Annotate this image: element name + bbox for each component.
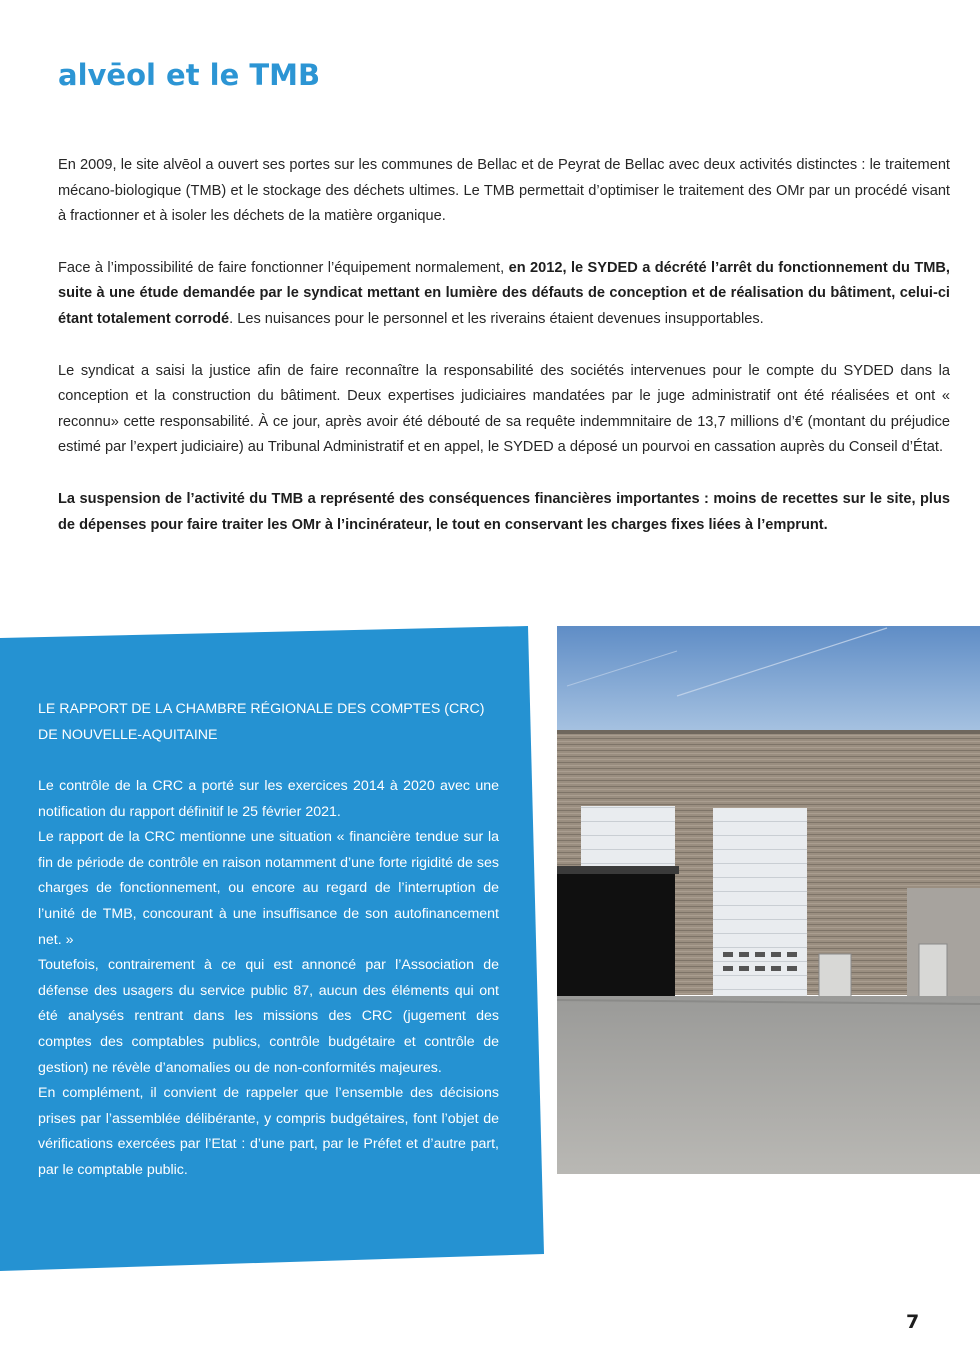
crc-paragraph-3: Toutefois, contrairement à ce qui est annoncé par l’Association de défense des usagers du service public 87, aucun des éléments qui ont été analysés rentrant dans les missions des CRC (jugement des comptes des comptables publics, contrôle budgétaire et contrôle de gestion) ne révèle d’anomalies ou de non-conformités majeures.: [38, 957, 499, 1076]
door-right: [713, 808, 807, 1003]
intro-paragraph-1: En 2009, le site alvēol a ouvert ses portes sur les communes de Bellac et de Peyrat de Bellac avec deux activités distinctes : le traitement mécano-biologique (TMB) et le stockage des déchets ultimes. Le TMB permettait d’optimiser le traitement des OMr par un procédé visant à fractionner et à isoler les déchets de la matière organique.: [58, 157, 950, 225]
sky: [557, 626, 980, 736]
intro-paragraph-2: [58, 256, 950, 333]
intro-paragraph-2-end: . Les nuisances pour le personnel et les riverains étaient devenues insupportables.: [229, 310, 764, 327]
building-photo: [557, 626, 980, 1174]
page-title: alvēol et le TMB: [58, 58, 321, 92]
crc-text: [38, 774, 499, 1184]
ground: [557, 996, 980, 1174]
crc-paragraph-1: Le contrôle de la CRC a porté sur les exercices 2014 à 2020 avec une notification du rapport définitif le 25 février 2021.: [38, 778, 499, 820]
intro-paragraph-4-bold: La suspension de l’activité du TMB a représenté des conséquences financières importantes : moins de recettes sur le site, plus de dépenses pour faire traiter les OMr à l’incinérateur, le tout en conservant les charges fixes liées à l’emprunt.: [58, 490, 950, 533]
intro-text: [58, 153, 950, 564]
crc-paragraph-2: Le rapport de la CRC mentionne une situation « financière tendue sur la fin de période de contrôle en raison notamment d’une forte rigidité de ses charges de fonctionnement, ou encore au regard de l’interruption de l’unité de TMB, concourant à une insuffisance de son autofinancement net. »: [38, 829, 499, 948]
door-left: [581, 806, 675, 872]
crc-title: LE RAPPORT DE LA CHAMBRE RÉGIONALE DES COMPTES (CRC) DE NOUVELLE-AQUITAINE: [38, 701, 485, 743]
intro-paragraph-3: Le syndicat a saisi la justice afin de faire reconnaître la responsabilité des sociétés intervenues pour le compte du SYDED dans la conception et la construction du bâtiment. Deux expertises judiciaires mandatées par le juge administratif ont été réalisées et ont « reconnu» cette responsabilité. À ce jour, après avoir été débouté de sa requête indemmnitaire de 13,7 millions d’€ (montant du préjudice estimé par l’expert judiciaire) au Tribunal Administratif et en appel, le SYDED a déposé un pourvoi en cassation auprès du Conseil d’État.: [58, 362, 950, 456]
page-number: 7: [906, 1311, 920, 1333]
intro-paragraph-4: [58, 487, 950, 538]
crc-paragraph-4: En complément, il convient de rappeler que l’ensemble des décisions prises par l’assemblée délibérante, y compris budgétaires, font l’objet de vérifications exercées par l’Etat : d’une part, par le Préfet et d’autre part, par le comptable public.: [38, 1085, 499, 1178]
intro-paragraph-2-bold: en 2012, le SYDED a décrété l’arrêt du fonctionnement du TMB, suite à une étude demandée par le syndicat mettant en lumière des défauts de conception et de réalisation du bâtiment, celui-ci étant totalement corrodé: [58, 259, 950, 327]
building-illustration: [557, 626, 980, 1174]
intro-paragraph-2-start: Face à l’impossibilité de faire fonctionner l’équipement normalement,: [58, 259, 509, 276]
